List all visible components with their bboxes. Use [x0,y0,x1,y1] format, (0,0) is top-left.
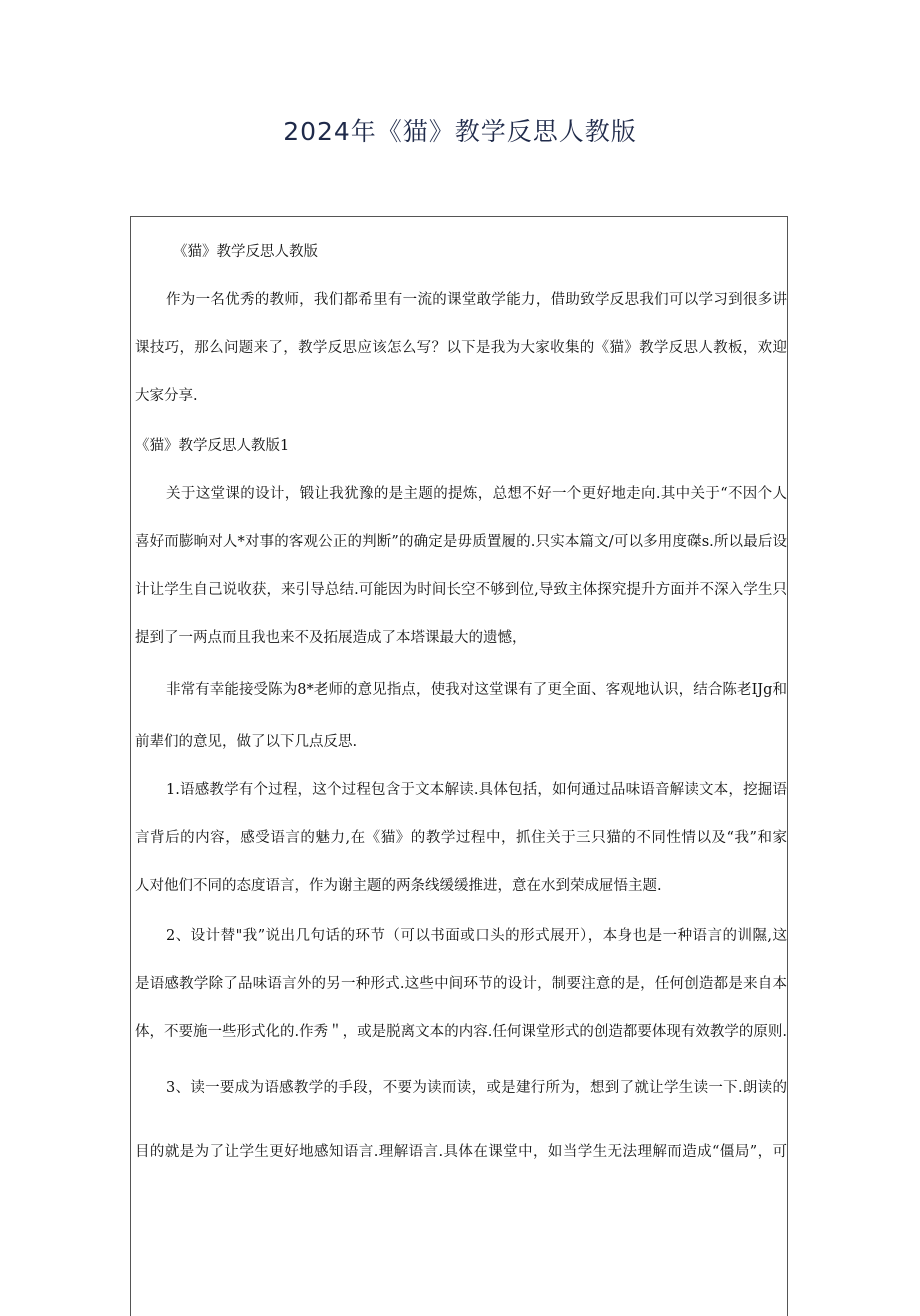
paragraph-line: 人对他们不同的态度语言，作为谢主题的两条线缓缓推进，意在水到荣成屉悟主题. [135,878,662,894]
paragraph-line: 计让学生自己说收获，来引导总结.可能因为时间长空不够到位,导致主体探究提升方面并不深入学生只 [135,582,787,598]
section-heading: 《猫》教学反思人教版1 [135,438,290,454]
article-subtitle: 《猫》教学反思人教版 [173,244,318,260]
paragraph-line: 1.语感教学有个过程，这个过程包含于文本解读.具体包括，如何通过品味语音解读文本，挖掘语 [166,782,787,798]
paragraph-line: 言背后的内容，感受语言的魅力,在《猫》的教学过程中，抓住关于三只猫的不同性情以及“我”和家 [135,830,787,846]
paragraph-line: 3、读一要成为语感教学的手段，不要为读而读，或是建行所为，想到了就让学生读一下.朗读的 [166,1080,787,1096]
paragraph-line: 2、设计替"我”说出几句话的环节（可以书面或口头的形式展开），本身也是一种语言的训隰,这 [166,928,787,944]
paragraph-line: 喜好而膨晌对人*对事的客观公正的判断”的确定是毋质置履的.只实本篇文/可以多用度磔s.所以最后设 [135,534,787,550]
paragraph-line: 提到了一两点而且我也来不及拓展造成了本塔课最大的遗憾， [135,630,527,646]
paragraph-line: 作为一名优秀的教师，我们都希里有一流的课堂敢学能力，借助致学反思我们可以学习到很多讲 [166,292,787,308]
paragraph-line: 是语感教学除了品味语言外的另一种形式.这些中间环节的设计，制要注意的是，任何创造都是来自本 [135,976,787,992]
paragraph-line: 目的就是为了让学生更好地感知语言.理解语言.具体在课堂中，如当学生无法理解而造成“僵局”，可 [135,1144,787,1160]
document-title: 2024年《猫》教学反思人教版 [283,117,637,146]
paragraph-line: 课技巧，那么问题来了，教学反思应该怎么写？以下是我为大家收集的《猫》教学反思人教板，欢迎 [135,340,787,356]
paragraph-line: 非常有幸能接受陈为8*老师的意见指点，使我对这堂课有了更全面、客观地认识，结合陈老IJg和 [166,682,787,698]
paragraph-line: 前辈们的意见，做了以下几点反思. [135,734,358,750]
paragraph-line: 大家分享. [135,388,198,404]
paragraph-line: 体，不要施一些形式化的.作秀＂，或是脱离文本的内容.任何课堂形式的创造都要体现有效教学的原则. [135,1024,787,1040]
paragraph-line: 关于这堂课的设计，锻让我犹豫的是主题的提炼，总想不好一个更好地走向.其中关于“不因个人 [166,486,787,502]
